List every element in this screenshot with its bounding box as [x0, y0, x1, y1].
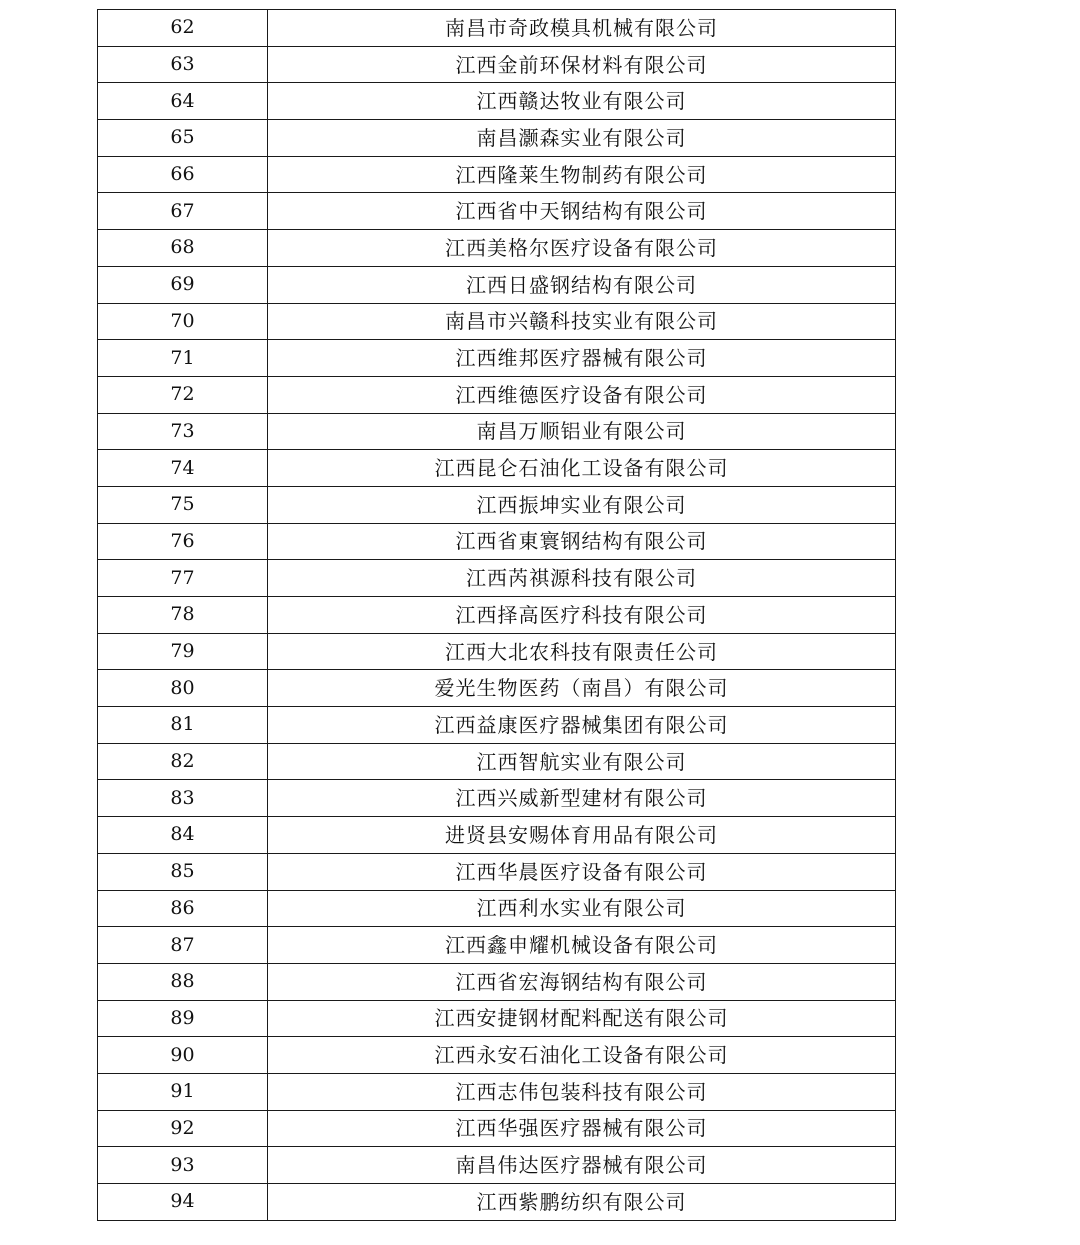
- company-name-cell: 南昌万顺铝业有限公司: [268, 413, 896, 450]
- table-row: [98, 156, 896, 193]
- row-number-cell: 89: [98, 1000, 268, 1037]
- company-name-cell: 江西隆莱生物制药有限公司: [268, 156, 896, 193]
- company-name-cell: 江西永安石油化工设备有限公司: [268, 1037, 896, 1074]
- table-row: [98, 376, 896, 413]
- row-number-cell: 81: [98, 707, 268, 744]
- table-row: [98, 633, 896, 670]
- company-list-body: [98, 10, 896, 1221]
- company-name-cell: 江西日盛钢结构有限公司: [268, 266, 896, 303]
- table-row: [98, 486, 896, 523]
- row-number-cell: 72: [98, 376, 268, 413]
- table-row: [98, 1000, 896, 1037]
- row-number-cell: 94: [98, 1184, 268, 1221]
- company-name-cell: 江西振坤实业有限公司: [268, 486, 896, 523]
- row-number-cell: 77: [98, 560, 268, 597]
- table-row: [98, 266, 896, 303]
- row-number-cell: 85: [98, 853, 268, 890]
- table-row: [98, 780, 896, 817]
- row-number-cell: 64: [98, 83, 268, 120]
- company-name-cell: 江西省宏海钢结构有限公司: [268, 963, 896, 1000]
- row-number-cell: 76: [98, 523, 268, 560]
- row-number-cell: 67: [98, 193, 268, 230]
- company-name-cell: 江西维德医疗设备有限公司: [268, 376, 896, 413]
- table-row: [98, 83, 896, 120]
- table-row: [98, 193, 896, 230]
- table-row: [98, 1037, 896, 1074]
- table-row: [98, 1147, 896, 1184]
- row-number-cell: 93: [98, 1147, 268, 1184]
- table-row: [98, 743, 896, 780]
- table-row: [98, 413, 896, 450]
- company-name-cell: 江西华强医疗器械有限公司: [268, 1110, 896, 1147]
- row-number-cell: 91: [98, 1073, 268, 1110]
- table-row: [98, 10, 896, 47]
- row-number-cell: 65: [98, 120, 268, 157]
- table-row: [98, 853, 896, 890]
- company-name-cell: 江西兴威新型建材有限公司: [268, 780, 896, 817]
- table-row: [98, 817, 896, 854]
- company-name-cell: 江西紫鹏纺织有限公司: [268, 1184, 896, 1221]
- company-name-cell: 江西维邦医疗器械有限公司: [268, 340, 896, 377]
- company-name-cell: 江西省中天钢结构有限公司: [268, 193, 896, 230]
- table-row: [98, 120, 896, 157]
- row-number-cell: 80: [98, 670, 268, 707]
- company-name-cell: 江西赣达牧业有限公司: [268, 83, 896, 120]
- company-name-cell: 江西美格尔医疗设备有限公司: [268, 230, 896, 267]
- table-row: [98, 1184, 896, 1221]
- table-row: [98, 230, 896, 267]
- table-row: [98, 707, 896, 744]
- table-row: [98, 927, 896, 964]
- row-number-cell: 88: [98, 963, 268, 1000]
- row-number-cell: 79: [98, 633, 268, 670]
- company-name-cell: 进贤县安赐体育用品有限公司: [268, 817, 896, 854]
- table-row: [98, 523, 896, 560]
- company-name-cell: 江西芮祺源科技有限公司: [268, 560, 896, 597]
- row-number-cell: 87: [98, 927, 268, 964]
- table-row: [98, 597, 896, 634]
- table-row: [98, 1073, 896, 1110]
- table-row: [98, 890, 896, 927]
- company-name-cell: 南昌伟达医疗器械有限公司: [268, 1147, 896, 1184]
- row-number-cell: 69: [98, 266, 268, 303]
- row-number-cell: 86: [98, 890, 268, 927]
- table-row: [98, 303, 896, 340]
- row-number-cell: 63: [98, 46, 268, 83]
- row-number-cell: 75: [98, 486, 268, 523]
- company-name-cell: 江西昆仑石油化工设备有限公司: [268, 450, 896, 487]
- company-name-cell: 江西利水实业有限公司: [268, 890, 896, 927]
- company-name-cell: 南昌市兴赣科技实业有限公司: [268, 303, 896, 340]
- row-number-cell: 73: [98, 413, 268, 450]
- table-row: [98, 450, 896, 487]
- row-number-cell: 70: [98, 303, 268, 340]
- row-number-cell: 71: [98, 340, 268, 377]
- company-name-cell: 南昌市奇政模具机械有限公司: [268, 10, 896, 47]
- row-number-cell: 74: [98, 450, 268, 487]
- company-name-cell: 江西华晨医疗设备有限公司: [268, 853, 896, 890]
- company-name-cell: 江西鑫申耀机械设备有限公司: [268, 927, 896, 964]
- company-name-cell: 江西益康医疗器械集团有限公司: [268, 707, 896, 744]
- row-number-cell: 62: [98, 10, 268, 47]
- company-name-cell: 南昌灏森实业有限公司: [268, 120, 896, 157]
- table-row: [98, 670, 896, 707]
- table-row: [98, 560, 896, 597]
- row-number-cell: 66: [98, 156, 268, 193]
- company-name-cell: 江西金前环保材料有限公司: [268, 46, 896, 83]
- row-number-cell: 84: [98, 817, 268, 854]
- row-number-cell: 83: [98, 780, 268, 817]
- company-name-cell: 江西择高医疗科技有限公司: [268, 597, 896, 634]
- row-number-cell: 78: [98, 597, 268, 634]
- table-row: [98, 340, 896, 377]
- row-number-cell: 92: [98, 1110, 268, 1147]
- company-list-table: [97, 9, 896, 1221]
- company-name-cell: 江西智航实业有限公司: [268, 743, 896, 780]
- company-name-cell: 江西安捷钢材配料配送有限公司: [268, 1000, 896, 1037]
- table-row: [98, 1110, 896, 1147]
- company-name-cell: 江西志伟包装科技有限公司: [268, 1073, 896, 1110]
- table-row: [98, 963, 896, 1000]
- row-number-cell: 90: [98, 1037, 268, 1074]
- table-row: [98, 46, 896, 83]
- company-name-cell: 江西大北农科技有限责任公司: [268, 633, 896, 670]
- company-name-cell: 江西省東寰钢结构有限公司: [268, 523, 896, 560]
- company-name-cell: 爱光生物医药（南昌）有限公司: [268, 670, 896, 707]
- row-number-cell: 82: [98, 743, 268, 780]
- row-number-cell: 68: [98, 230, 268, 267]
